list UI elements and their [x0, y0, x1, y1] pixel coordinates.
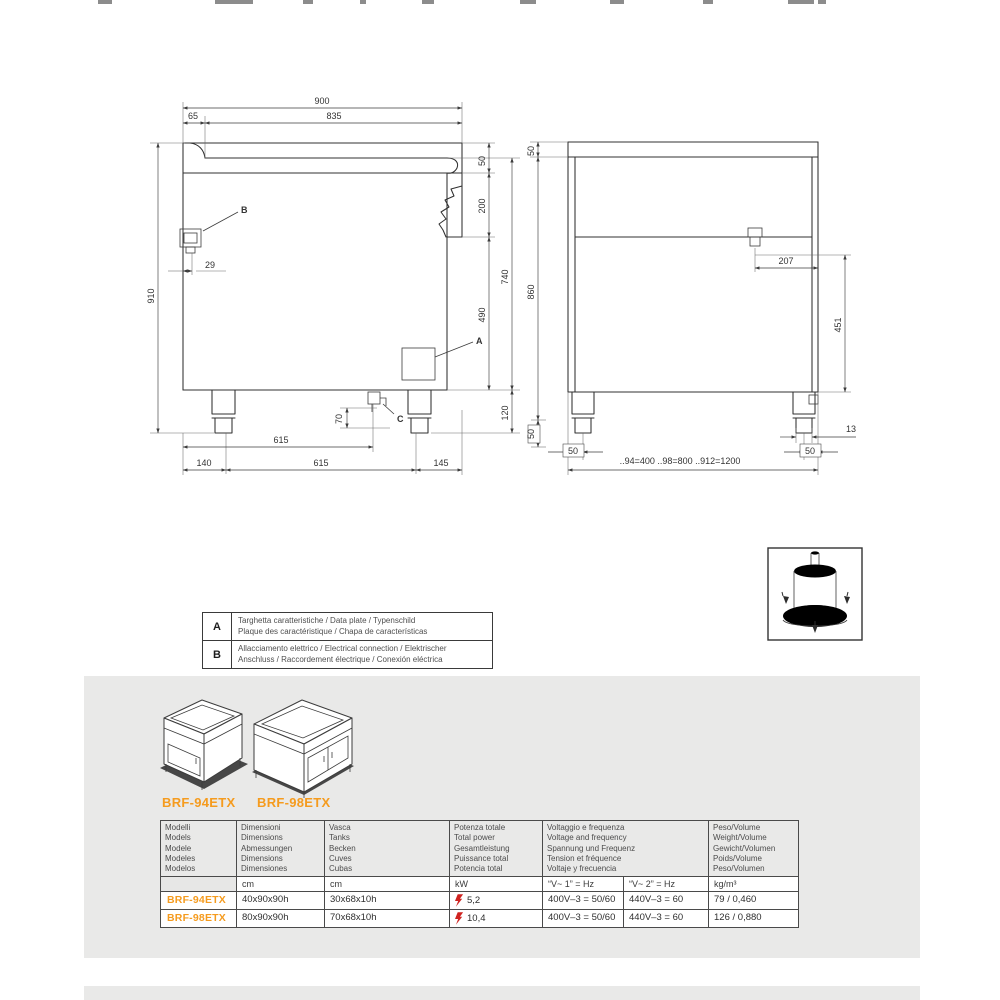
row-power	[450, 892, 543, 910]
row-weight: 79 / 0,460	[709, 892, 799, 910]
hdr-line: Voltaje y frecuencia	[547, 864, 617, 874]
callout-c: C	[397, 414, 404, 424]
power-bolt-icon	[455, 894, 464, 907]
dim-side-foot-adjust: 50	[526, 428, 536, 440]
product-image-brf98	[250, 694, 358, 798]
row-model: BRF-94ETX	[161, 892, 237, 910]
table-row	[161, 910, 799, 928]
row-tank: 30x68x10h	[325, 892, 450, 910]
row-model: BRF-98ETX	[161, 910, 237, 928]
dim-side-foot-right: 50	[804, 446, 816, 456]
row-v1: 400V–3 = 50/60	[543, 892, 624, 910]
hdr-line: Tension et fréquence	[547, 853, 622, 863]
hdr-line: Dimensions	[241, 833, 283, 843]
unit-tank: cm	[325, 877, 450, 892]
row-weight: 126 / 0,880	[709, 910, 799, 928]
dim-foot-zone: 120	[500, 405, 510, 421]
header-dimensions	[237, 821, 325, 877]
unit-v1: “V~ 1” = Hz	[543, 877, 624, 892]
hdr-line: Models	[165, 833, 191, 843]
hdr-line: Potencia total	[454, 864, 503, 874]
table-row	[161, 892, 799, 910]
dim-side-foot-left: 50	[567, 446, 579, 456]
hdr-line: Dimensioni	[241, 823, 281, 832]
hdr-line: Total power	[454, 833, 495, 843]
unit-model	[161, 877, 237, 892]
hdr-line: Abmessungen	[241, 843, 293, 853]
row-dimensions: 40x90x90h	[237, 892, 325, 910]
dim-overall-height: 910	[146, 288, 156, 304]
table-header-row	[161, 821, 799, 877]
legend-row-b	[203, 641, 492, 668]
hdr-line: Tanks	[329, 833, 350, 843]
hdr-line: Cubas	[329, 864, 353, 874]
dim-gland-offset: 29	[205, 260, 216, 270]
hdr-line: Poids/Volume	[713, 853, 762, 863]
power-value: 5,2	[467, 895, 481, 907]
bottom-strip	[84, 986, 920, 1000]
product-label-brf94: BRF-94ETX	[162, 795, 236, 810]
power-value: 10,4	[467, 913, 486, 925]
dim-overall-width: 900	[314, 96, 330, 106]
hdr-line: Dimensiones	[241, 864, 288, 874]
legend-b-line2: Anschluss / Raccordement électrique / Conexión eléctrica	[238, 654, 443, 664]
header-power	[450, 821, 543, 877]
side-view-drawing	[526, 142, 856, 475]
unit-weight: kg/m³	[709, 877, 799, 892]
hdr-line: Modeles	[165, 853, 196, 863]
callout-a: A	[476, 336, 483, 346]
legend-key-b: B	[203, 641, 232, 668]
dim-side-depth-note: ..94=400 ..98=800 ..912=1200	[619, 456, 741, 466]
dim-side-gland-offset: 207	[778, 256, 794, 266]
product-label-brf98: BRF-98ETX	[257, 795, 331, 810]
legend-text-a	[232, 613, 492, 640]
header-tanks	[325, 821, 450, 877]
dim-side-foot-inset: 13	[846, 424, 857, 434]
hdr-line: Vasca	[329, 823, 351, 832]
power-bolt-icon	[455, 912, 464, 925]
hdr-line: Modelos	[165, 864, 196, 874]
hdr-line: Cuves	[329, 853, 352, 863]
dim-top-edge: 50	[477, 155, 487, 167]
legend-a-line2: Plaque des caractéristique / Chapa de características	[238, 626, 428, 636]
header-models	[161, 821, 237, 877]
dim-side-top-lip: 50	[526, 145, 536, 157]
legend-key-a: A	[203, 613, 232, 640]
dim-side-body-height: 860	[526, 284, 536, 300]
hdr-line: Dimensions	[241, 853, 283, 863]
spec-table	[160, 820, 799, 928]
hdr-line: Puissance total	[454, 853, 509, 863]
table-units-row	[161, 877, 799, 892]
hdr-line: Weight/Volume	[713, 833, 767, 843]
hdr-line: Gewicht/Volumen	[713, 843, 776, 853]
legend-text-b	[232, 641, 492, 668]
dim-foot-span: 615	[313, 458, 329, 468]
dim-splash-zone: 200	[477, 198, 487, 214]
hdr-line: Potenza totale	[454, 823, 506, 832]
hdr-line: Voltage and frequency	[547, 833, 627, 843]
drain-valve	[368, 392, 380, 404]
legend-table	[202, 612, 493, 669]
unit-dimensions: cm	[237, 877, 325, 892]
hdr-line: Modelli	[165, 823, 191, 832]
hdr-line: Spannung und Frequenz	[547, 843, 636, 853]
legend-b-line1: Allacciamento elettrico / Electrical connection / Elektrischer	[238, 644, 447, 653]
hdr-line: Peso/Volumen	[713, 864, 765, 874]
unit-power: kW	[450, 877, 543, 892]
row-tank: 70x68x10h	[325, 910, 450, 928]
row-v1: 400V–3 = 50/60	[543, 910, 624, 928]
callout-b: B	[241, 205, 248, 215]
dim-foot-right: 145	[433, 458, 449, 468]
header-voltage	[543, 821, 709, 877]
legend-a-line1: Targhetta caratteristiche / Data plate / Typenschild	[238, 616, 416, 625]
dim-foot-left: 140	[196, 458, 212, 468]
front-view-drawing	[146, 96, 520, 475]
dim-drain-height: 70	[334, 413, 344, 425]
row-v2: 440V–3 = 60	[624, 892, 709, 910]
legend-row-a	[203, 613, 492, 641]
header-weight	[709, 821, 799, 877]
hdr-line: Voltaggio e frequenza	[547, 823, 625, 832]
dim-body-height: 740	[500, 269, 510, 285]
row-v2: 440V–3 = 60	[624, 910, 709, 928]
hdr-line: Modele	[165, 843, 192, 853]
data-plate-square	[402, 348, 435, 380]
hdr-line: Gesamtleistung	[454, 843, 510, 853]
row-power	[450, 910, 543, 928]
hdr-line: Peso/Volume	[713, 823, 761, 832]
dim-side-gland-height: 451	[833, 317, 843, 333]
hdr-line: Becken	[329, 843, 356, 853]
foot-detail-box	[768, 548, 862, 640]
row-dimensions: 80x90x90h	[237, 910, 325, 928]
product-image-brf94	[158, 692, 250, 794]
dim-top-inset: 65	[187, 111, 199, 121]
dim-drain-offset: 615	[273, 435, 289, 445]
dim-top-width: 835	[326, 111, 342, 121]
unit-v2: “V~ 2” = Hz	[624, 877, 709, 892]
dim-door-zone: 490	[477, 307, 487, 323]
